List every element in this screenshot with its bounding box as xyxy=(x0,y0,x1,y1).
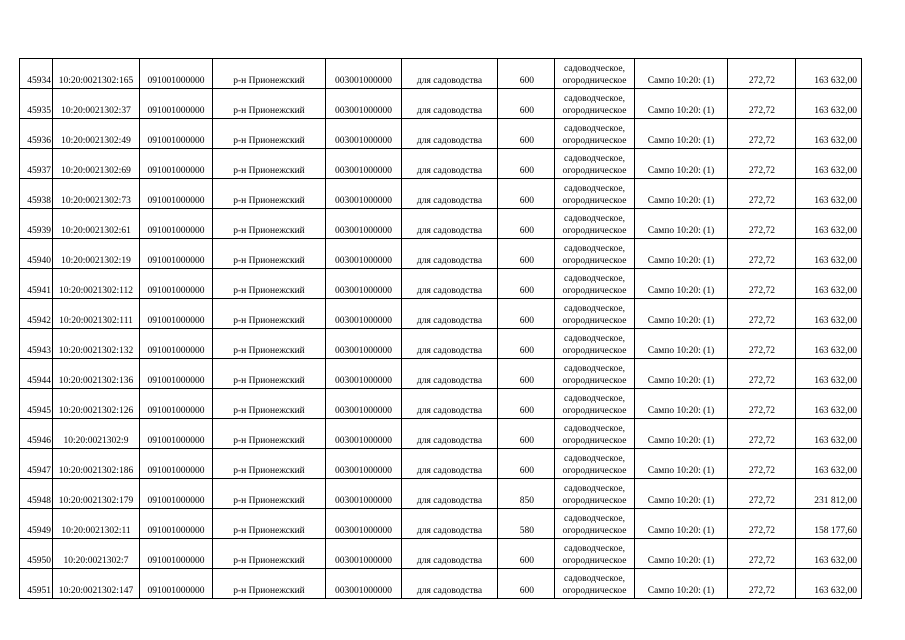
district-cell: р-н Прионежский xyxy=(213,359,326,389)
cadastral-number-cell: 10:20:0021302:69 xyxy=(53,149,140,179)
cadastral-value-cell: 163 632,00 xyxy=(796,269,862,299)
okato-code-cell: 091001000000 xyxy=(140,209,213,239)
settlement-code-cell: 003001000000 xyxy=(326,119,402,149)
permitted-use-cell: для садоводства xyxy=(402,449,498,479)
valuation-zone-cell: Сампо 10:20: (1) xyxy=(635,239,728,269)
table-row xyxy=(20,509,862,539)
row-number-cell: 45938 xyxy=(20,179,53,209)
district-cell: р-н Прионежский xyxy=(213,89,326,119)
valuation-zone-cell: Сампо 10:20: (1) xyxy=(635,509,728,539)
cadastral-value-cell: 163 632,00 xyxy=(796,239,862,269)
okato-code-cell: 091001000000 xyxy=(140,389,213,419)
cadastral-number-cell: 10:20:0021302:112 xyxy=(53,269,140,299)
cadastral-number-cell: 10:20:0021302:165 xyxy=(53,59,140,89)
cadastral-value-cell: 163 632,00 xyxy=(796,539,862,569)
use-type-cell xyxy=(555,509,635,539)
okato-code-cell: 091001000000 xyxy=(140,269,213,299)
specific-value-cell: 272,72 xyxy=(728,509,796,539)
area-cell: 580 xyxy=(498,509,555,539)
district-cell: р-н Прионежский xyxy=(213,509,326,539)
cadastral-value-cell: 163 632,00 xyxy=(796,119,862,149)
table-row xyxy=(20,59,862,89)
use-type-line-1: садоводческое, xyxy=(564,454,625,464)
cadastral-number-cell: 10:20:0021302:179 xyxy=(53,479,140,509)
settlement-code-cell: 003001000000 xyxy=(326,509,402,539)
row-number-cell: 45948 xyxy=(20,479,53,509)
cadastral-value-cell: 163 632,00 xyxy=(796,569,862,599)
specific-value-cell: 272,72 xyxy=(728,419,796,449)
land-register-table xyxy=(19,58,862,599)
cadastral-number-cell: 10:20:0021302:19 xyxy=(53,239,140,269)
valuation-zone-cell: Сампо 10:20: (1) xyxy=(635,209,728,239)
okato-code-cell: 091001000000 xyxy=(140,149,213,179)
okato-code-cell: 091001000000 xyxy=(140,239,213,269)
settlement-code-cell: 003001000000 xyxy=(326,479,402,509)
valuation-zone-cell: Сампо 10:20: (1) xyxy=(635,479,728,509)
area-cell: 600 xyxy=(498,299,555,329)
use-type-line-2: огородническое xyxy=(562,496,627,506)
cadastral-value-cell: 158 177,60 xyxy=(796,509,862,539)
table-row xyxy=(20,89,862,119)
district-cell: р-н Прионежский xyxy=(213,539,326,569)
use-type-line-2: огородническое xyxy=(562,316,627,326)
okato-code-cell: 091001000000 xyxy=(140,59,213,89)
use-type-line-1: садоводческое, xyxy=(564,394,625,404)
permitted-use-cell: для садоводства xyxy=(402,149,498,179)
okato-code-cell: 091001000000 xyxy=(140,449,213,479)
valuation-zone-cell: Сампо 10:20: (1) xyxy=(635,179,728,209)
area-cell: 600 xyxy=(498,119,555,149)
table-row xyxy=(20,179,862,209)
table-row xyxy=(20,119,862,149)
permitted-use-cell: для садоводства xyxy=(402,389,498,419)
use-type-line-1: садоводческое, xyxy=(564,154,625,164)
valuation-zone-cell: Сампо 10:20: (1) xyxy=(635,359,728,389)
okato-code-cell: 091001000000 xyxy=(140,509,213,539)
row-number-cell: 45946 xyxy=(20,419,53,449)
use-type-line-1: садоводческое, xyxy=(564,424,625,434)
use-type-line-2: огородническое xyxy=(562,256,627,266)
permitted-use-cell: для садоводства xyxy=(402,299,498,329)
use-type-line-1: садоводческое, xyxy=(564,364,625,374)
cadastral-value-cell: 163 632,00 xyxy=(796,59,862,89)
specific-value-cell: 272,72 xyxy=(728,539,796,569)
valuation-zone-cell: Сампо 10:20: (1) xyxy=(635,449,728,479)
cadastral-number-cell: 10:20:0021302:37 xyxy=(53,89,140,119)
specific-value-cell: 272,72 xyxy=(728,209,796,239)
use-type-cell xyxy=(555,299,635,329)
specific-value-cell: 272,72 xyxy=(728,299,796,329)
permitted-use-cell: для садоводства xyxy=(402,119,498,149)
specific-value-cell: 272,72 xyxy=(728,239,796,269)
settlement-code-cell: 003001000000 xyxy=(326,179,402,209)
cadastral-value-cell: 163 632,00 xyxy=(796,209,862,239)
district-cell: р-н Прионежский xyxy=(213,119,326,149)
district-cell: р-н Прионежский xyxy=(213,419,326,449)
okato-code-cell: 091001000000 xyxy=(140,119,213,149)
row-number-cell: 45950 xyxy=(20,539,53,569)
district-cell: р-н Прионежский xyxy=(213,479,326,509)
area-cell: 600 xyxy=(498,539,555,569)
district-cell: р-н Прионежский xyxy=(213,239,326,269)
settlement-code-cell: 003001000000 xyxy=(326,209,402,239)
use-type-cell xyxy=(555,419,635,449)
district-cell: р-н Прионежский xyxy=(213,269,326,299)
row-number-cell: 45934 xyxy=(20,59,53,89)
use-type-cell xyxy=(555,89,635,119)
use-type-line-2: огородническое xyxy=(562,406,627,416)
okato-code-cell: 091001000000 xyxy=(140,359,213,389)
table-row xyxy=(20,269,862,299)
use-type-line-1: садоводческое, xyxy=(564,94,625,104)
row-number-cell: 45944 xyxy=(20,359,53,389)
table-body xyxy=(20,59,862,599)
cadastral-value-cell: 163 632,00 xyxy=(796,359,862,389)
valuation-zone-cell: Сампо 10:20: (1) xyxy=(635,569,728,599)
use-type-line-1: садоводческое, xyxy=(564,274,625,284)
specific-value-cell: 272,72 xyxy=(728,59,796,89)
table-row xyxy=(20,479,862,509)
cadastral-number-cell: 10:20:0021302:49 xyxy=(53,119,140,149)
cadastral-value-cell: 163 632,00 xyxy=(796,89,862,119)
use-type-line-2: огородническое xyxy=(562,286,627,296)
use-type-cell xyxy=(555,569,635,599)
valuation-zone-cell: Сампо 10:20: (1) xyxy=(635,299,728,329)
use-type-line-1: садоводческое, xyxy=(564,484,625,494)
okato-code-cell: 091001000000 xyxy=(140,329,213,359)
district-cell: р-н Прионежский xyxy=(213,389,326,419)
specific-value-cell: 272,72 xyxy=(728,479,796,509)
settlement-code-cell: 003001000000 xyxy=(326,59,402,89)
cadastral-value-cell: 163 632,00 xyxy=(796,389,862,419)
cadastral-number-cell: 10:20:0021302:11 xyxy=(53,509,140,539)
valuation-zone-cell: Сампо 10:20: (1) xyxy=(635,149,728,179)
row-number-cell: 45939 xyxy=(20,209,53,239)
table-row xyxy=(20,329,862,359)
use-type-line-2: огородническое xyxy=(562,586,627,596)
okato-code-cell: 091001000000 xyxy=(140,539,213,569)
valuation-zone-cell: Сампо 10:20: (1) xyxy=(635,119,728,149)
district-cell: р-н Прионежский xyxy=(213,569,326,599)
table-row xyxy=(20,449,862,479)
district-cell: р-н Прионежский xyxy=(213,149,326,179)
area-cell: 600 xyxy=(498,389,555,419)
use-type-cell xyxy=(555,269,635,299)
settlement-code-cell: 003001000000 xyxy=(326,89,402,119)
specific-value-cell: 272,72 xyxy=(728,569,796,599)
use-type-line-1: садоводческое, xyxy=(564,214,625,224)
table-row xyxy=(20,389,862,419)
cadastral-number-cell: 10:20:0021302:126 xyxy=(53,389,140,419)
permitted-use-cell: для садоводства xyxy=(402,329,498,359)
use-type-line-2: огородническое xyxy=(562,526,627,536)
area-cell: 600 xyxy=(498,419,555,449)
area-cell: 600 xyxy=(498,359,555,389)
use-type-cell xyxy=(555,239,635,269)
settlement-code-cell: 003001000000 xyxy=(326,569,402,599)
use-type-line-1: садоводческое, xyxy=(564,124,625,134)
use-type-line-2: огородническое xyxy=(562,466,627,476)
settlement-code-cell: 003001000000 xyxy=(326,329,402,359)
use-type-cell xyxy=(555,539,635,569)
use-type-cell xyxy=(555,329,635,359)
table-row xyxy=(20,569,862,599)
row-number-cell: 45940 xyxy=(20,239,53,269)
table-row xyxy=(20,359,862,389)
valuation-zone-cell: Сампо 10:20: (1) xyxy=(635,389,728,419)
cadastral-value-cell: 163 632,00 xyxy=(796,329,862,359)
specific-value-cell: 272,72 xyxy=(728,359,796,389)
cadastral-value-cell: 231 812,00 xyxy=(796,479,862,509)
table-row xyxy=(20,539,862,569)
permitted-use-cell: для садоводства xyxy=(402,479,498,509)
cadastral-number-cell: 10:20:0021302:61 xyxy=(53,209,140,239)
valuation-zone-cell: Сампо 10:20: (1) xyxy=(635,89,728,119)
area-cell: 600 xyxy=(498,329,555,359)
cadastral-number-cell: 10:20:0021302:147 xyxy=(53,569,140,599)
area-cell: 600 xyxy=(498,89,555,119)
use-type-line-1: садоводческое, xyxy=(564,544,625,554)
cadastral-number-cell: 10:20:0021302:111 xyxy=(53,299,140,329)
valuation-zone-cell: Сампо 10:20: (1) xyxy=(635,59,728,89)
row-number-cell: 45949 xyxy=(20,509,53,539)
cadastral-number-cell: 10:20:0021302:132 xyxy=(53,329,140,359)
row-number-cell: 45937 xyxy=(20,149,53,179)
permitted-use-cell: для садоводства xyxy=(402,569,498,599)
district-cell: р-н Прионежский xyxy=(213,299,326,329)
specific-value-cell: 272,72 xyxy=(728,389,796,419)
cadastral-value-cell: 163 632,00 xyxy=(796,179,862,209)
use-type-line-1: садоводческое, xyxy=(564,244,625,254)
permitted-use-cell: для садоводства xyxy=(402,539,498,569)
use-type-line-1: садоводческое, xyxy=(564,514,625,524)
permitted-use-cell: для садоводства xyxy=(402,59,498,89)
cadastral-number-cell: 10:20:0021302:9 xyxy=(53,419,140,449)
permitted-use-cell: для садоводства xyxy=(402,209,498,239)
row-number-cell: 45945 xyxy=(20,389,53,419)
use-type-line-2: огородническое xyxy=(562,346,627,356)
permitted-use-cell: для садоводства xyxy=(402,359,498,389)
settlement-code-cell: 003001000000 xyxy=(326,239,402,269)
use-type-cell xyxy=(555,449,635,479)
table-row xyxy=(20,149,862,179)
district-cell: р-н Прионежский xyxy=(213,59,326,89)
row-number-cell: 45943 xyxy=(20,329,53,359)
area-cell: 600 xyxy=(498,449,555,479)
use-type-cell xyxy=(555,119,635,149)
row-number-cell: 45936 xyxy=(20,119,53,149)
specific-value-cell: 272,72 xyxy=(728,449,796,479)
use-type-cell xyxy=(555,179,635,209)
settlement-code-cell: 003001000000 xyxy=(326,449,402,479)
settlement-code-cell: 003001000000 xyxy=(326,299,402,329)
district-cell: р-н Прионежский xyxy=(213,329,326,359)
use-type-line-2: огородническое xyxy=(562,436,627,446)
district-cell: р-н Прионежский xyxy=(213,449,326,479)
use-type-cell xyxy=(555,479,635,509)
cadastral-number-cell: 10:20:0021302:73 xyxy=(53,179,140,209)
use-type-line-2: огородническое xyxy=(562,136,627,146)
use-type-cell xyxy=(555,359,635,389)
settlement-code-cell: 003001000000 xyxy=(326,419,402,449)
specific-value-cell: 272,72 xyxy=(728,179,796,209)
use-type-cell xyxy=(555,59,635,89)
use-type-line-2: огородническое xyxy=(562,556,627,566)
row-number-cell: 45951 xyxy=(20,569,53,599)
district-cell: р-н Прионежский xyxy=(213,179,326,209)
specific-value-cell: 272,72 xyxy=(728,269,796,299)
area-cell: 600 xyxy=(498,179,555,209)
use-type-line-2: огородническое xyxy=(562,76,627,86)
area-cell: 600 xyxy=(498,239,555,269)
specific-value-cell: 272,72 xyxy=(728,89,796,119)
permitted-use-cell: для садоводства xyxy=(402,239,498,269)
cadastral-number-cell: 10:20:0021302:136 xyxy=(53,359,140,389)
specific-value-cell: 272,72 xyxy=(728,149,796,179)
use-type-line-1: садоводческое, xyxy=(564,574,625,584)
use-type-line-2: огородническое xyxy=(562,196,627,206)
use-type-line-2: огородническое xyxy=(562,166,627,176)
use-type-line-1: садоводческое, xyxy=(564,64,625,74)
area-cell: 600 xyxy=(498,209,555,239)
permitted-use-cell: для садоводства xyxy=(402,89,498,119)
settlement-code-cell: 003001000000 xyxy=(326,389,402,419)
use-type-cell xyxy=(555,149,635,179)
settlement-code-cell: 003001000000 xyxy=(326,359,402,389)
permitted-use-cell: для садоводства xyxy=(402,509,498,539)
use-type-line-2: огородническое xyxy=(562,376,627,386)
settlement-code-cell: 003001000000 xyxy=(326,539,402,569)
cadastral-value-cell: 163 632,00 xyxy=(796,449,862,479)
specific-value-cell: 272,72 xyxy=(728,329,796,359)
use-type-line-1: садоводческое, xyxy=(564,334,625,344)
specific-value-cell: 272,72 xyxy=(728,119,796,149)
use-type-line-1: садоводческое, xyxy=(564,304,625,314)
cadastral-number-cell: 10:20:0021302:7 xyxy=(53,539,140,569)
use-type-line-2: огородническое xyxy=(562,226,627,236)
use-type-cell xyxy=(555,389,635,419)
okato-code-cell: 091001000000 xyxy=(140,479,213,509)
row-number-cell: 45935 xyxy=(20,89,53,119)
cadastral-value-cell: 163 632,00 xyxy=(796,419,862,449)
okato-code-cell: 091001000000 xyxy=(140,89,213,119)
cadastral-value-cell: 163 632,00 xyxy=(796,149,862,179)
permitted-use-cell: для садоводства xyxy=(402,179,498,209)
valuation-zone-cell: Сампо 10:20: (1) xyxy=(635,419,728,449)
area-cell: 600 xyxy=(498,569,555,599)
table-row xyxy=(20,299,862,329)
okato-code-cell: 091001000000 xyxy=(140,419,213,449)
row-number-cell: 45947 xyxy=(20,449,53,479)
permitted-use-cell: для садоводства xyxy=(402,419,498,449)
valuation-zone-cell: Сампо 10:20: (1) xyxy=(635,539,728,569)
district-cell: р-н Прионежский xyxy=(213,209,326,239)
area-cell: 850 xyxy=(498,479,555,509)
valuation-zone-cell: Сампо 10:20: (1) xyxy=(635,269,728,299)
area-cell: 600 xyxy=(498,59,555,89)
area-cell: 600 xyxy=(498,269,555,299)
okato-code-cell: 091001000000 xyxy=(140,569,213,599)
settlement-code-cell: 003001000000 xyxy=(326,149,402,179)
row-number-cell: 45942 xyxy=(20,299,53,329)
area-cell: 600 xyxy=(498,149,555,179)
settlement-code-cell: 003001000000 xyxy=(326,269,402,299)
use-type-cell xyxy=(555,209,635,239)
permitted-use-cell: для садоводства xyxy=(402,269,498,299)
use-type-line-2: огородническое xyxy=(562,106,627,116)
table-row xyxy=(20,209,862,239)
row-number-cell: 45941 xyxy=(20,269,53,299)
okato-code-cell: 091001000000 xyxy=(140,299,213,329)
cadastral-number-cell: 10:20:0021302:186 xyxy=(53,449,140,479)
table-row xyxy=(20,419,862,449)
table-row xyxy=(20,239,862,269)
cadastral-value-cell: 163 632,00 xyxy=(796,299,862,329)
okato-code-cell: 091001000000 xyxy=(140,179,213,209)
use-type-line-1: садоводческое, xyxy=(564,184,625,194)
valuation-zone-cell: Сампо 10:20: (1) xyxy=(635,329,728,359)
